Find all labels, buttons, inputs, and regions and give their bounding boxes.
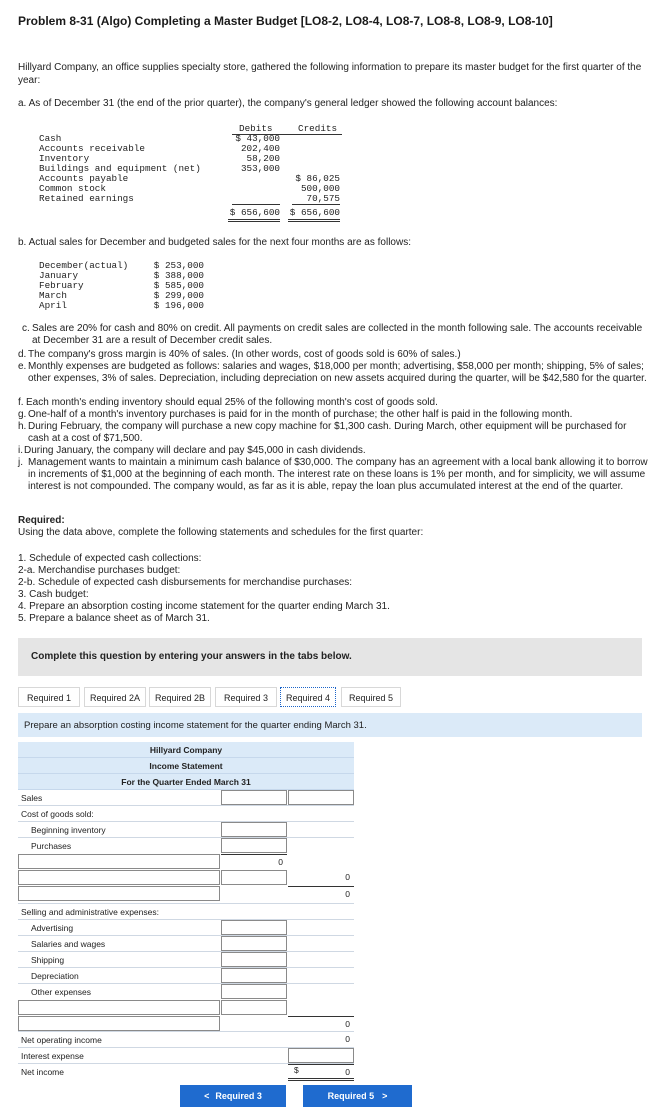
- other-expenses-input[interactable]: [221, 984, 287, 999]
- req-list-item: 2-a. Merchandise purchases budget:: [18, 565, 181, 576]
- row-label-depreciation: Depreciation: [31, 971, 79, 981]
- item-g: g. One-half of a month's inventory purchases is paid for in the month of purchase; the other half is paid in the following month.: [18, 409, 573, 420]
- required-heading: Required:: [18, 515, 65, 526]
- sales-amount: $ 388,000: [153, 270, 204, 281]
- row-separator: [18, 951, 354, 952]
- ledger-credit: $ 86,025: [295, 173, 340, 184]
- tab-required-1[interactable]: Required 1: [18, 687, 80, 707]
- row-separator: [18, 1047, 354, 1048]
- row-separator: [18, 903, 354, 904]
- blank-label-input[interactable]: [18, 854, 220, 869]
- beginning-inventory-input[interactable]: [221, 822, 287, 837]
- salaries-input[interactable]: [221, 936, 287, 951]
- subtotal-goods: 0: [221, 854, 287, 869]
- ledger-debit-rule: [232, 204, 280, 205]
- tab-required-3[interactable]: Required 3: [215, 687, 277, 707]
- tab-required-2a[interactable]: Required 2A: [84, 687, 146, 707]
- item-j: j. Management wants to maintain a minimum cash balance of $30,000. The company has an agreement with a local bank allowing it to borrow in increments of $1,000 at the beginning of each month. The interest rate on these loans is 1% per month, and for simplicity, we will assume interest is not compounded. The company would, as far as it is able, repay the loan plus accumulated interest at the end of the quarter.: [18, 457, 648, 492]
- ledger-label: Buildings and equipment (net): [39, 163, 201, 174]
- ledger-label: Common stock: [39, 183, 106, 194]
- part-b-text: b. Actual sales for December and budgeted sales for the next four months are as follows:: [18, 237, 411, 248]
- sales-amount: $ 196,000: [153, 300, 204, 311]
- sales-amount: $ 253,000: [153, 260, 204, 271]
- row-separator: [18, 967, 354, 968]
- next-button[interactable]: [303, 1085, 412, 1107]
- depreciation-input[interactable]: [221, 968, 287, 983]
- ledger-debit: 58,200: [246, 153, 280, 164]
- item-d: d. The company's gross margin is 40% of sales. (In other words, cost of goods sold is 60% of sales.): [18, 349, 461, 360]
- sales-month: January: [39, 270, 79, 281]
- row-separator: [18, 1063, 354, 1064]
- row-separator: [18, 1031, 354, 1032]
- row-label-noi: Net operating income: [21, 1035, 102, 1045]
- complete-prompt-box: [18, 638, 642, 676]
- row-separator: [18, 983, 354, 984]
- req-list-item: 4. Prepare an absorption costing income statement for the quarter ending March 31.: [18, 601, 390, 612]
- noi-value: 0: [345, 1034, 350, 1044]
- chevron-right-icon: >: [382, 1091, 388, 1101]
- row-label-cogs: Cost of goods sold:: [21, 809, 94, 819]
- intro-text: Hillyard Company, an office supplies specialty store, gathered the following information to prepare its master budget for the first quarter of the year:: [18, 62, 642, 86]
- item-e: e. Monthly expenses are budgeted as follows: salaries and wages, $18,000 per month; advertising, $58,000 per month; shipping, 5% of sales; other expenses, 3% of sales. Depreciation, including depreciation on new assets acquired during the quarter, will be $42,580 for the quarter.: [18, 361, 647, 384]
- page-title: Problem 8-31 (Algo) Completing a Master Budget [LO8-2, LO8-4, LO8-7, LO8-8, LO8-9, LO8-10]: [18, 14, 553, 28]
- prev-button[interactable]: [180, 1085, 286, 1107]
- ledger-debits-header: Debits: [239, 123, 273, 134]
- next-button-label: Required 5: [327, 1091, 375, 1101]
- ledger-credit: 500,000: [300, 183, 340, 194]
- blank-label-input[interactable]: [18, 1016, 220, 1031]
- tab-required-2b[interactable]: Required 2B: [149, 687, 211, 707]
- advertising-input[interactable]: [221, 920, 287, 935]
- item-i: i. During January, the company will declare and pay $45,000 in cash dividends.: [18, 445, 366, 456]
- item-c: c. Sales are 20% for cash and 80% on credit. All payments on credit sales are collected in the month following sale. The accounts receivable at December 31 are a result of December credit sales.: [22, 323, 643, 346]
- shipping-input[interactable]: [221, 952, 287, 967]
- ledger-label: Cash: [39, 133, 62, 144]
- row-separator: [18, 805, 354, 806]
- part-a-text: a. As of December 31 (the end of the prior quarter), the company's general ledger showed the following account balances:: [18, 98, 558, 109]
- row-label-net-income: Net income: [21, 1067, 64, 1077]
- ledger-credit: 70,575: [292, 194, 340, 205]
- instruction-band: [18, 713, 642, 737]
- ledger-label: Retained earnings: [39, 193, 134, 204]
- instruction-text: Prepare an absorption costing income statement for the quarter ending March 31.: [24, 720, 367, 731]
- ledger-total-credit: $ 656,600: [288, 208, 340, 222]
- ledger-total-debit: $ 656,600: [228, 208, 280, 222]
- sales-month: December(actual): [39, 260, 129, 271]
- row-label-sga: Selling and administrative expenses:: [21, 907, 159, 917]
- row-label-interest: Interest expense: [21, 1051, 84, 1061]
- statement-period: For the Quarter Ended March 31: [18, 774, 354, 790]
- ledger-credits-header: Credits: [298, 123, 338, 134]
- prev-button-label: Required 3: [215, 1091, 262, 1101]
- sales-input[interactable]: [288, 790, 354, 805]
- blank-label-input[interactable]: [18, 886, 220, 901]
- row-separator: [18, 919, 354, 920]
- sales-amount: $ 585,000: [153, 280, 204, 291]
- ledger-debit: $ 43,000: [235, 133, 280, 144]
- ledger-debit: 202,400: [240, 143, 280, 154]
- req-list-item: 5. Prepare a balance sheet as of March 31.: [18, 613, 210, 624]
- ledger-label: Accounts receivable: [39, 143, 146, 154]
- statement-company: Hillyard Company: [18, 742, 354, 758]
- req-list-item: 3. Cash budget:: [18, 589, 89, 600]
- total-cogs: 0: [345, 872, 350, 882]
- row-label-beginning-inventory: Beginning inventory: [31, 825, 106, 835]
- tab-required-5[interactable]: Required 5: [341, 687, 401, 707]
- blank-amount-input[interactable]: [221, 1000, 287, 1015]
- blank-label-input[interactable]: [18, 870, 220, 885]
- ledger-label: Accounts payable: [39, 173, 129, 184]
- row-label-salaries: Salaries and wages: [31, 939, 106, 949]
- complete-prompt: Complete this question by entering your answers in the tabs below.: [31, 651, 352, 662]
- gross-margin: 0: [288, 886, 354, 901]
- statement-name: Income Statement: [18, 758, 354, 774]
- row-label-advertising: Advertising: [31, 923, 74, 933]
- row-separator: [18, 837, 354, 838]
- sales-month: March: [39, 290, 67, 301]
- req-list-item: 2-b. Schedule of expected cash disbursements for merchandise purchases:: [18, 577, 353, 588]
- ledger-debit: 353,000: [240, 163, 280, 174]
- row-separator: [18, 821, 354, 822]
- sales-month: February: [39, 280, 84, 291]
- total-sga: 0: [288, 1016, 354, 1031]
- ledger-label: Inventory: [39, 153, 90, 164]
- tab-required-4[interactable]: Required 4: [280, 687, 336, 707]
- row-separator: [18, 935, 354, 936]
- sales-amount: $ 299,000: [153, 290, 204, 301]
- sales-input-mid[interactable]: [221, 790, 287, 805]
- row-label-purchases: Purchases: [31, 841, 72, 851]
- purchases-input[interactable]: [221, 838, 287, 853]
- item-f: f. Each month's ending inventory should equal 25% of the following month's cost of goods sold.: [18, 397, 438, 408]
- chevron-left-icon: <: [204, 1091, 210, 1101]
- item-h: h. During February, the company will purchase a new copy machine for $1,300 cash. During March, other equipment will be purchased for cash at a cost of $71,500.: [18, 421, 627, 444]
- blank-label-input[interactable]: [18, 1000, 220, 1015]
- net-income-dollar-sign: $: [294, 1065, 299, 1075]
- row-label-shipping: Shipping: [31, 955, 65, 965]
- net-income-value: 0: [288, 1064, 354, 1081]
- ending-inventory-input[interactable]: [221, 870, 287, 885]
- row-label-sales: Sales: [21, 793, 43, 803]
- required-text: Using the data above, complete the following statements and schedules for the first quarter:: [18, 527, 424, 538]
- sales-month: April: [39, 300, 67, 311]
- row-label-other-expenses: Other expenses: [31, 987, 92, 997]
- req-list-item: 1. Schedule of expected cash collections:: [18, 553, 202, 564]
- interest-input[interactable]: [288, 1048, 354, 1063]
